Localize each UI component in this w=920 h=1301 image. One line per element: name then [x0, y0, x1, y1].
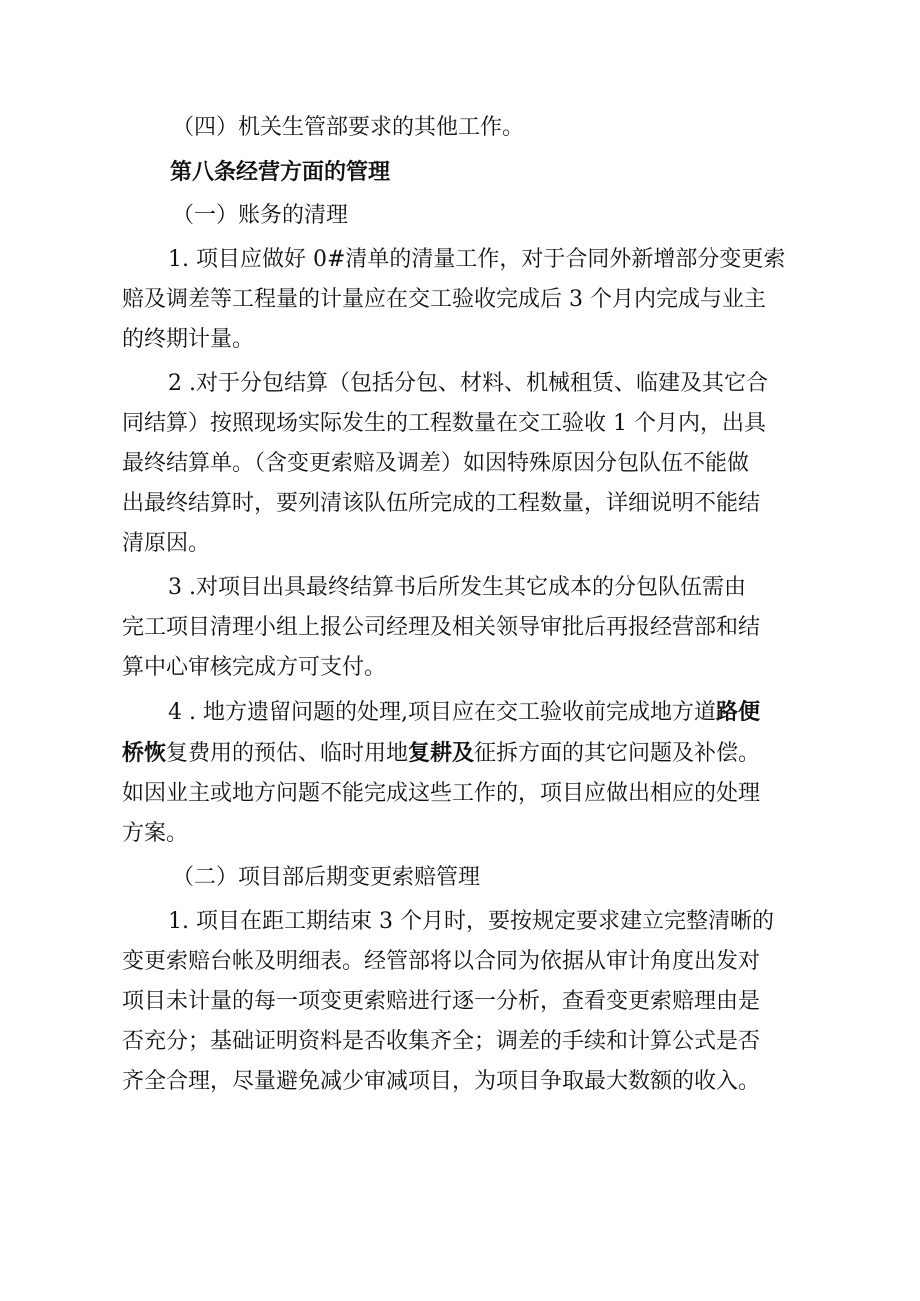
paragraph-5-line-4: 否充分；基础证明资料是否收集齐全；调差的手续和计算公式是否 — [122, 1029, 761, 1054]
paragraph-4-line-3: 如因业主或地方问题不能完成这些工作的，项目应做出相应的处理 — [122, 781, 761, 806]
paragraph-2-line-4: 出最终结算时，要列清该队伍所完成的工程数量，详细说明不能结 — [122, 491, 761, 516]
paragraph-4-line-4: 方案。 — [122, 821, 189, 846]
paragraph-2 — [122, 364, 802, 564]
paragraph-4-bold-2: 桥恢 — [122, 740, 167, 766]
paragraph-3-line-1: 3 .对项目出具最终结算书后所发生其它成本的分包队伍需由 — [168, 575, 746, 600]
paragraph-4-line-2-text-a: 复费用的预估、临时用地 — [166, 741, 409, 766]
paragraph-4-line-2 — [122, 733, 802, 774]
paragraph-2-line-3: 最终结算单。（含变更索赔及调差）如因特殊原因分包队伍不能做 — [122, 451, 750, 476]
section-two-heading: （二）项目部后期变更索赔管理 — [172, 865, 481, 890]
paragraph-4-line-2-text-b: 征拆方面的其它问题及补偿。 — [474, 741, 761, 766]
paragraph-4-line-1 — [122, 692, 802, 733]
article-eight-heading: 第八条经营方面的管理 — [170, 159, 391, 185]
paragraph-1-line-2: 赔及调差等工程量的计量应在交工验收完成后 3 个月内完成与业主 — [122, 287, 766, 312]
paragraph-4-line-1-text: 4 . 地方遗留问题的处理,项目应在交工验收前完成地方道 — [168, 700, 716, 725]
paragraph-5-line-5: 齐全合理，尽量避免减少审减项目，为项目争取最大数额的收入。 — [122, 1069, 761, 1094]
paragraph-3 — [122, 568, 802, 688]
paragraph-2-line-5: 清原因。 — [122, 531, 211, 556]
paragraph-5 — [122, 902, 802, 1102]
section-one-heading: （一）账务的清理 — [172, 203, 349, 228]
paragraph-4-bold-3: 复耕及 — [408, 740, 475, 766]
paragraph-5-line-3: 项目未计量的每一项变更索赔进行逐一分析，查看变更索赔理由是 — [122, 989, 761, 1014]
paragraph-1 — [122, 240, 802, 360]
paragraph-2-line-2: 同结算）按照现场实际发生的工程数量在交工验收 1 个月内，出具 — [122, 411, 766, 436]
paragraph-4-bold-1: 路便 — [715, 699, 760, 725]
paragraph-4 — [122, 692, 802, 854]
paragraph-2-line-1: 2 .对于分包结算（包括分包、材料、机械租赁、临建及其它合 — [168, 371, 768, 396]
paragraph-3-line-3: 算中心审核完成方可支付。 — [122, 655, 387, 680]
paragraph-1-line-3: 的终期计量。 — [122, 327, 255, 352]
paragraph-5-line-2: 变更索赔台帐及明细表。经管部将以合同为依据从审计角度出发对 — [122, 949, 761, 974]
paragraph-5-line-1: 1. 项目在距工期结束 3 个月时，要按规定要求建立完整清晰的 — [168, 909, 774, 934]
document-page — [122, 108, 802, 1102]
item-four-line: （四）机关生管部要求的其他工作。 — [172, 115, 525, 140]
paragraph-3-line-2: 完工项目清理小组上报公司经理及相关领导审批后再报经营部和结 — [122, 615, 761, 640]
paragraph-1-line-1: 1. 项目应做好 0#清单的清量工作，对于合同外新增部分变更索 — [168, 247, 786, 272]
